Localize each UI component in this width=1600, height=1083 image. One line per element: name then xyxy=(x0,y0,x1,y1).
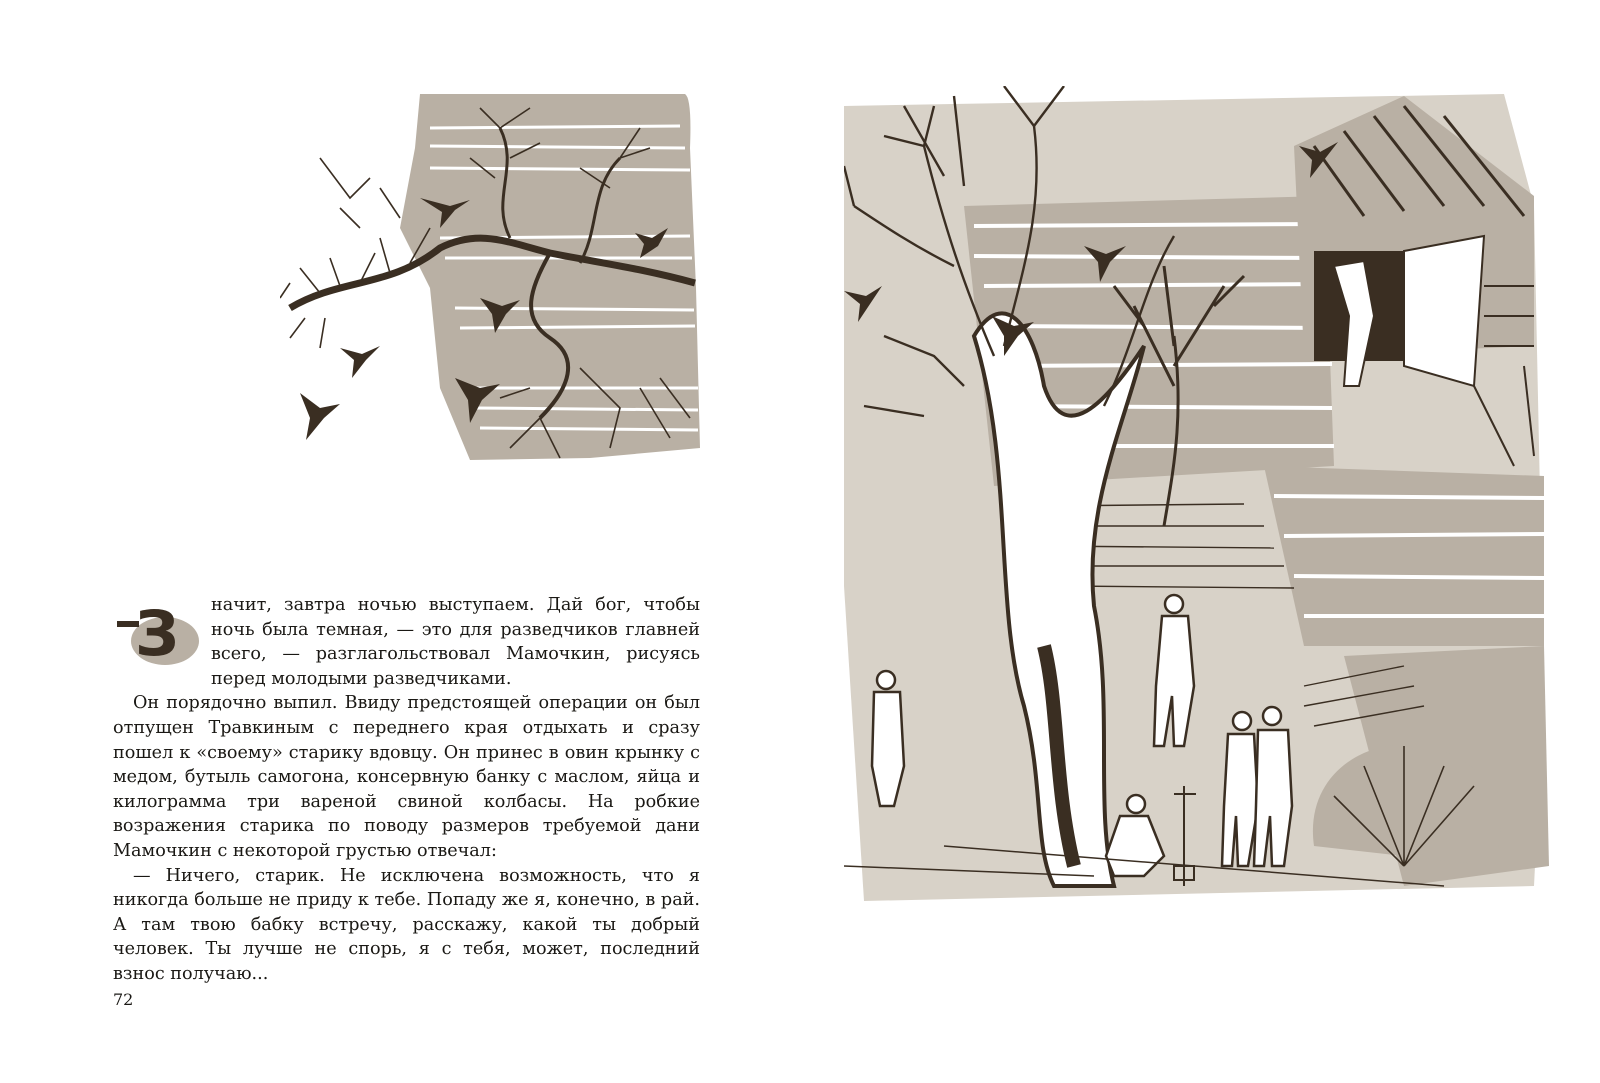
drop-cap-text: З xyxy=(135,597,180,669)
paragraph-2: Он порядочно выпил. Ввиду предстоящей операции он был отпущен Травкиным с переднего края отдыхать и сразу пошел к «своему» старику вдовцу. Он принес в овин крынку с медом, бутыль самогона, консервную банку с маслом, яйца и килограмма три вареной свиной колбасы. На робкие возражения старика по поводу размеров требуемой дани Мамочкин с некоторой грустью отвечал: xyxy=(113,693,700,861)
drop-cap-letter xyxy=(113,593,203,669)
paragraph-3: — Ничего, старик. Не исключена возможность, что я никогда больше не приду к тебе. Попаду же я, конечно, в рай. А там твою бабку встречу, расскажу, какой ты добрый человек. Ты лучше не спорь, я с тебя, может, последний взнос получаю... xyxy=(113,865,700,984)
paragraph-1: начит, завтра ночью выступаем. Дай бог, чтобы ночь была темная, — это для разведчиков главней всего, — разглагольствовал Мамочкин, рисуясь перед молодыми разведчиками. xyxy=(211,595,700,689)
village-scene-illustration xyxy=(844,86,1549,908)
swallows-tree-illustration xyxy=(280,88,720,478)
right-page xyxy=(800,0,1600,1083)
page-number: 72 xyxy=(113,990,134,1009)
chapter-text xyxy=(113,593,700,987)
